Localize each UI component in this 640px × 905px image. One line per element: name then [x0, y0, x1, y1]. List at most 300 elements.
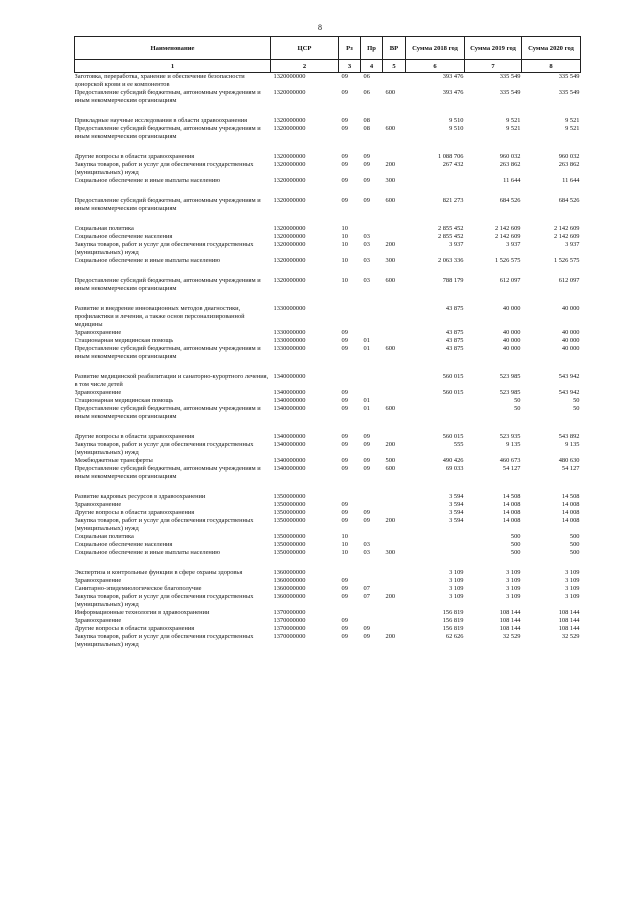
- cell-pr: 08: [363, 125, 370, 132]
- row-spacer-cell: [75, 361, 581, 373]
- table-row: [75, 233, 581, 241]
- table-row: [75, 153, 581, 161]
- cell-pr: 06: [363, 89, 370, 96]
- cell-pr: [361, 305, 383, 329]
- cell-name: Стационарная медицинская помощь: [74, 337, 174, 344]
- cell-sum-2019: 54 127: [502, 465, 521, 472]
- cell-sum-2018: [406, 549, 465, 557]
- cell-csr: 1340000000: [273, 441, 306, 448]
- cell-name: Предоставление субсидий бюджетным, автономным учреждениям и иным некоммерческим организациям: [74, 405, 261, 420]
- table-row: [75, 625, 581, 633]
- cell-rz: [339, 569, 361, 577]
- cell-sum-2019: 523 935: [499, 433, 521, 440]
- cell-name: Развитие кадровых ресурсов в здравоохранении: [74, 493, 206, 500]
- cell-sum-2018: 9 510: [449, 125, 464, 132]
- cell-rz: 09: [341, 405, 348, 412]
- cell-rz: 09: [341, 329, 348, 336]
- cell-pr: 01: [363, 397, 370, 404]
- cell-sum-2019: 460 673: [499, 457, 521, 464]
- cell-pr: 07: [363, 593, 370, 600]
- cell-pr: 09: [363, 153, 370, 160]
- cell-pr: 03: [363, 277, 370, 284]
- cell-sum-2020: 500: [569, 533, 580, 540]
- cell-csr: 1350000000: [273, 493, 306, 500]
- cell-pr: [361, 609, 383, 617]
- cell-name: Социальная политика: [74, 533, 134, 540]
- cell-pr: 07: [363, 585, 370, 592]
- cell-sum-2018: 3 109: [449, 569, 464, 576]
- cell-csr: 1340000000: [273, 465, 306, 472]
- table-row: [75, 509, 581, 517]
- table-row: [75, 225, 581, 233]
- cell-sum-2018: 9 510: [449, 117, 464, 124]
- cell-rz: 10: [341, 241, 348, 248]
- cell-rz: 09: [341, 389, 348, 396]
- row-spacer: [75, 105, 581, 117]
- cell-pr: 09: [363, 457, 370, 464]
- cell-sum-2018: 3 109: [449, 593, 464, 600]
- cell-sum-2019: 2 142 609: [494, 225, 521, 232]
- cell-sum-2019: 263 862: [499, 161, 521, 168]
- cell-sum-2018: [406, 177, 465, 185]
- cell-sum-2019: 50: [514, 397, 521, 404]
- cell-vr: 600: [385, 345, 396, 352]
- cell-name: Развитие медицинской реабилитации и санаторно-курортного лечения, в том числе детей: [74, 373, 269, 388]
- cell-name: Санитарно-эпидемиологическое благополучие: [74, 585, 202, 592]
- cell-sum-2018: 490 426: [442, 457, 464, 464]
- cell-rz: 10: [341, 549, 348, 556]
- cell-vr: 300: [385, 177, 396, 184]
- cell-pr: 03: [363, 233, 370, 240]
- column-number: 1: [75, 60, 271, 73]
- cell-csr: 1340000000: [273, 433, 306, 440]
- cell-sum-2018: 3 109: [449, 577, 464, 584]
- cell-vr: 200: [385, 441, 396, 448]
- cell-csr: 1320000000: [273, 161, 306, 168]
- table-row: [75, 577, 581, 585]
- cell-vr: [383, 373, 406, 389]
- cell-pr: [361, 329, 383, 337]
- cell-rz: 09: [341, 517, 348, 524]
- cell-sum-2020: 543 892: [558, 433, 580, 440]
- cell-rz: 09: [341, 117, 348, 124]
- table-row: [75, 125, 581, 141]
- cell-name: Предоставление субсидий бюджетным, автономным учреждениям и иным некоммерческим организациям: [74, 89, 261, 104]
- cell-csr: 1360000000: [273, 593, 306, 600]
- cell-sum-2018: 3 109: [449, 585, 464, 592]
- cell-sum-2018: 3 594: [449, 509, 464, 516]
- cell-sum-2019: 523 985: [499, 389, 521, 396]
- table-row: [75, 433, 581, 441]
- cell-pr: 03: [363, 541, 370, 548]
- row-spacer-cell: [75, 265, 581, 277]
- cell-csr: 1350000000: [273, 517, 306, 524]
- header-name: Наименование: [75, 37, 271, 60]
- cell-pr: 09: [363, 517, 370, 524]
- cell-sum-2019: 500: [510, 533, 521, 540]
- cell-vr: 200: [385, 161, 396, 168]
- cell-rz: [339, 373, 361, 389]
- cell-vr: 500: [385, 457, 396, 464]
- column-number: 3: [339, 60, 361, 73]
- cell-pr: [361, 617, 383, 625]
- header-sum-2020: Сумма 2020 год: [522, 37, 581, 60]
- cell-name: Здравоохранение: [74, 577, 122, 584]
- cell-csr: 1320000000: [273, 257, 306, 264]
- cell-rz: 09: [341, 501, 348, 508]
- cell-sum-2019: 9 521: [506, 125, 521, 132]
- cell-csr: 1330000000: [273, 345, 306, 352]
- cell-pr: 03: [363, 257, 370, 264]
- cell-sum-2019: 1 526 575: [494, 257, 521, 264]
- cell-sum-2018: 156 819: [442, 617, 464, 624]
- row-spacer-cell: [75, 293, 581, 305]
- cell-pr: 09: [363, 625, 370, 632]
- cell-csr: 1320000000: [273, 197, 306, 204]
- cell-csr: 1350000000: [273, 541, 306, 548]
- cell-csr: 1370000000: [273, 625, 306, 632]
- cell-sum-2020: 9 521: [565, 117, 580, 124]
- table-row: [75, 633, 581, 649]
- cell-name: Предоставление субсидий бюджетным, автономным учреждениям и иным некоммерческим организациям: [74, 125, 261, 140]
- cell-sum-2019: 612 097: [499, 277, 521, 284]
- table-row: [75, 89, 581, 105]
- cell-csr: 1340000000: [273, 397, 306, 404]
- cell-name: Межбюджетные трансферты: [74, 457, 153, 464]
- cell-csr: 1340000000: [273, 373, 306, 380]
- cell-sum-2019: 9 135: [506, 441, 521, 448]
- cell-vr: [383, 501, 406, 509]
- table-row: [75, 177, 581, 185]
- cell-vr: [383, 225, 406, 233]
- cell-vr: 200: [385, 593, 396, 600]
- cell-sum-2019: 684 526: [499, 197, 521, 204]
- cell-sum-2019: 14 508: [502, 493, 521, 500]
- cell-csr: 1320000000: [273, 153, 306, 160]
- cell-sum-2018: 2 855 452: [437, 225, 464, 232]
- row-spacer-cell: [75, 105, 581, 117]
- row-spacer: [75, 557, 581, 569]
- row-spacer: [75, 361, 581, 373]
- cell-sum-2019: 3 109: [506, 593, 521, 600]
- header-sum-2019: Сумма 2019 год: [465, 37, 522, 60]
- cell-pr: 09: [363, 441, 370, 448]
- cell-sum-2020: 54 127: [561, 465, 580, 472]
- cell-sum-2020: 9 135: [565, 441, 580, 448]
- cell-sum-2019: 3 937: [506, 241, 521, 248]
- cell-name: Здравоохранение: [74, 501, 122, 508]
- cell-vr: 600: [385, 405, 396, 412]
- cell-pr: 09: [363, 465, 370, 472]
- header-pr: Пр: [361, 37, 383, 60]
- cell-csr: 1370000000: [273, 633, 306, 640]
- cell-name: Закупка товаров, работ и услуг для обеспечения государственных (муниципальных) нужд: [74, 161, 254, 176]
- cell-csr: 1320000000: [273, 89, 306, 96]
- table-row: [75, 389, 581, 397]
- cell-vr: 200: [385, 633, 396, 640]
- cell-sum-2018: 393 476: [442, 73, 464, 80]
- cell-vr: [383, 397, 406, 405]
- cell-rz: 09: [341, 125, 348, 132]
- cell-csr: 1350000000: [273, 501, 306, 508]
- cell-name: Здравоохранение: [74, 617, 122, 624]
- table-row: [75, 241, 581, 257]
- cell-csr: 1350000000: [273, 533, 306, 540]
- cell-name: Другие вопросы в области здравоохранения: [74, 625, 195, 632]
- row-spacer-cell: [75, 481, 581, 493]
- cell-sum-2018: [406, 541, 465, 549]
- table-body: [75, 73, 581, 650]
- cell-name: Экспертиза и контрольные функции в сфере охраны здоровья: [74, 569, 243, 576]
- cell-csr: 1320000000: [273, 233, 306, 240]
- cell-sum-2019: 32 529: [502, 633, 521, 640]
- cell-sum-2020: 108 144: [558, 609, 580, 616]
- cell-vr: 300: [385, 257, 396, 264]
- cell-sum-2019: 50: [514, 405, 521, 412]
- cell-name: Закупка товаров, работ и услуг для обеспечения государственных (муниципальных) нужд: [74, 441, 254, 456]
- cell-rz: 09: [341, 89, 348, 96]
- table-row: [75, 397, 581, 405]
- cell-name: Развитие и внедрение инновационных методов диагностики, профилактики и лечения, а также основ персонализированной медицины: [74, 305, 245, 328]
- cell-rz: [339, 305, 361, 329]
- cell-rz: 09: [341, 397, 348, 404]
- cell-rz: 09: [341, 457, 348, 464]
- table-row: [75, 441, 581, 457]
- table-row: [75, 345, 581, 361]
- cell-rz: 09: [341, 197, 348, 204]
- cell-rz: 09: [341, 153, 348, 160]
- cell-vr: [383, 233, 406, 241]
- cell-vr: 600: [385, 89, 396, 96]
- cell-sum-2019: 11 644: [503, 177, 521, 184]
- table-row: [75, 457, 581, 465]
- cell-sum-2020: 543 942: [558, 373, 580, 380]
- table-row: [75, 533, 581, 541]
- cell-sum-2019: 40 000: [502, 337, 521, 344]
- table-row: [75, 617, 581, 625]
- cell-pr: [361, 533, 383, 541]
- cell-vr: [383, 329, 406, 337]
- cell-rz: 09: [341, 577, 348, 584]
- cell-sum-2019: 3 109: [506, 585, 521, 592]
- cell-sum-2020: 335 549: [558, 89, 580, 96]
- cell-vr: 600: [385, 125, 396, 132]
- table-row: [75, 329, 581, 337]
- cell-csr: 1330000000: [273, 329, 306, 336]
- cell-vr: 300: [385, 549, 396, 556]
- table-row: [75, 493, 581, 501]
- cell-sum-2020: 32 529: [561, 633, 580, 640]
- column-number: 5: [383, 60, 406, 73]
- cell-pr: 09: [363, 509, 370, 516]
- cell-name: Предоставление субсидий бюджетным, автономным учреждениям и иным некоммерческим организациям: [74, 197, 261, 212]
- cell-rz: 09: [341, 337, 348, 344]
- table-row: [75, 117, 581, 125]
- table-row: [75, 585, 581, 593]
- cell-name: Социальное обеспечение населения: [74, 233, 173, 240]
- cell-sum-2018: 156 819: [442, 625, 464, 632]
- cell-sum-2020: 40 000: [561, 329, 580, 336]
- cell-vr: [383, 533, 406, 541]
- cell-sum-2020: 40 000: [561, 337, 580, 344]
- cell-name: Социальное обеспечение населения: [74, 541, 173, 548]
- table-row: [75, 161, 581, 177]
- cell-vr: [383, 117, 406, 125]
- cell-rz: 09: [341, 593, 348, 600]
- cell-rz: 09: [341, 177, 348, 184]
- cell-sum-2020: 612 097: [558, 277, 580, 284]
- cell-rz: 09: [341, 161, 348, 168]
- table-row: [75, 517, 581, 533]
- cell-rz: 10: [341, 257, 348, 264]
- cell-pr: 06: [363, 73, 370, 80]
- cell-vr: 600: [385, 465, 396, 472]
- cell-name: Предоставление субсидий бюджетным, автономным учреждениям и иным некоммерческим организациям: [74, 277, 261, 292]
- cell-vr: [383, 609, 406, 617]
- cell-csr: 1330000000: [273, 305, 306, 312]
- cell-name: Закупка товаров, работ и услуг для обеспечения государственных (муниципальных) нужд: [74, 593, 254, 608]
- cell-vr: [383, 389, 406, 397]
- cell-pr: [361, 225, 383, 233]
- cell-sum-2019: 3 109: [506, 569, 521, 576]
- cell-rz: 10: [341, 225, 348, 232]
- row-spacer-cell: [75, 185, 581, 197]
- column-number: 2: [271, 60, 339, 73]
- table-row: [75, 609, 581, 617]
- cell-sum-2020: 3 109: [565, 577, 580, 584]
- header-vr: ВР: [383, 37, 406, 60]
- cell-pr: [361, 569, 383, 577]
- row-spacer: [75, 213, 581, 225]
- cell-csr: 1340000000: [273, 405, 306, 412]
- cell-vr: [383, 577, 406, 585]
- table-row: [75, 465, 581, 481]
- row-spacer: [75, 185, 581, 197]
- cell-sum-2020: 500: [569, 549, 580, 556]
- cell-name: Здравоохранение: [74, 389, 122, 396]
- cell-sum-2018: 555: [453, 441, 464, 448]
- row-spacer: [75, 293, 581, 305]
- cell-name: Другие вопросы в области здравоохранения: [74, 153, 195, 160]
- cell-pr: 01: [363, 337, 370, 344]
- cell-sum-2020: 40 000: [561, 345, 580, 352]
- cell-vr: [383, 153, 406, 161]
- cell-sum-2018: 3 594: [449, 501, 464, 508]
- cell-rz: 10: [341, 533, 348, 540]
- cell-vr: [383, 433, 406, 441]
- cell-vr: 200: [385, 517, 396, 524]
- cell-rz: 09: [341, 345, 348, 352]
- cell-sum-2018: 43 875: [445, 345, 464, 352]
- header-csr: ЦСР: [271, 37, 339, 60]
- cell-sum-2018: 43 875: [445, 329, 464, 336]
- cell-sum-2019: 523 985: [499, 373, 521, 380]
- cell-sum-2018: 560 015: [442, 389, 464, 396]
- row-spacer: [75, 481, 581, 493]
- table-row: [75, 593, 581, 609]
- cell-csr: 1360000000: [273, 569, 306, 576]
- cell-sum-2018: 43 875: [445, 305, 464, 312]
- cell-rz: 10: [341, 277, 348, 284]
- cell-sum-2019: 108 144: [499, 617, 521, 624]
- cell-name: Закупка товаров, работ и услуг для обеспечения государственных (муниципальных) нужд: [74, 633, 254, 648]
- cell-sum-2018: 393 476: [442, 89, 464, 96]
- cell-sum-2018: 821 273: [442, 197, 464, 204]
- cell-sum-2018: [406, 397, 465, 405]
- cell-pr: 09: [363, 433, 370, 440]
- cell-vr: [383, 585, 406, 593]
- table-row: [75, 73, 581, 90]
- cell-pr: 09: [363, 633, 370, 640]
- table-row: [75, 373, 581, 389]
- cell-vr: [383, 509, 406, 517]
- cell-sum-2020: 11 644: [562, 177, 580, 184]
- cell-csr: 1370000000: [273, 617, 306, 624]
- cell-sum-2019: 108 144: [499, 625, 521, 632]
- cell-name: Другие вопросы в области здравоохранения: [74, 433, 195, 440]
- cell-sum-2020: 14 508: [561, 493, 580, 500]
- cell-name: Информационные технологии в здравоохранении: [74, 609, 210, 616]
- cell-sum-2018: 1 088 706: [437, 153, 464, 160]
- cell-sum-2020: 263 862: [558, 161, 580, 168]
- column-number: 8: [522, 60, 581, 73]
- cell-sum-2020: 3 109: [565, 593, 580, 600]
- row-spacer-cell: [75, 421, 581, 433]
- cell-sum-2020: 50: [573, 405, 580, 412]
- cell-csr: 1320000000: [273, 125, 306, 132]
- cell-sum-2019: 9 521: [506, 117, 521, 124]
- cell-sum-2019: 960 032: [499, 153, 521, 160]
- cell-vr: [383, 625, 406, 633]
- row-spacer-cell: [75, 141, 581, 153]
- cell-vr: [383, 493, 406, 501]
- row-spacer-cell: [75, 557, 581, 569]
- cell-sum-2020: 3 937: [565, 241, 580, 248]
- cell-sum-2019: 14 008: [502, 509, 521, 516]
- cell-vr: 200: [385, 241, 396, 248]
- header-rz: Рз: [339, 37, 361, 60]
- cell-sum-2020: 684 526: [558, 197, 580, 204]
- cell-vr: [383, 337, 406, 345]
- cell-sum-2018: 788 179: [442, 277, 464, 284]
- cell-csr: 1360000000: [273, 585, 306, 592]
- cell-pr: 01: [363, 345, 370, 352]
- cell-rz: 09: [341, 625, 348, 632]
- cell-sum-2018: [406, 405, 465, 421]
- cell-sum-2019: 40 000: [502, 305, 521, 312]
- cell-sum-2020: 14 008: [561, 517, 580, 524]
- cell-name: Социальное обеспечение и иные выплаты населению: [74, 177, 221, 184]
- cell-sum-2019: 2 142 609: [494, 233, 521, 240]
- cell-pr: 09: [363, 197, 370, 204]
- cell-sum-2020: 3 109: [565, 569, 580, 576]
- cell-pr: [361, 389, 383, 397]
- row-spacer: [75, 421, 581, 433]
- cell-sum-2018: 267 432: [442, 161, 464, 168]
- cell-name: Стационарная медицинская помощь: [74, 397, 174, 404]
- table-row: [75, 549, 581, 557]
- cell-sum-2020: 335 549: [558, 73, 580, 80]
- cell-csr: 1350000000: [273, 509, 306, 516]
- column-number: 7: [465, 60, 522, 73]
- cell-sum-2018: 3 594: [449, 517, 464, 524]
- row-spacer-cell: [75, 213, 581, 225]
- cell-rz: 09: [341, 633, 348, 640]
- cell-name: Закупка товаров, работ и услуг для обеспечения государственных (муниципальных) нужд: [74, 241, 254, 256]
- cell-pr: [361, 577, 383, 585]
- cell-csr: 1360000000: [273, 577, 306, 584]
- cell-name: Прикладные научные исследования в области здравоохранения: [74, 117, 248, 124]
